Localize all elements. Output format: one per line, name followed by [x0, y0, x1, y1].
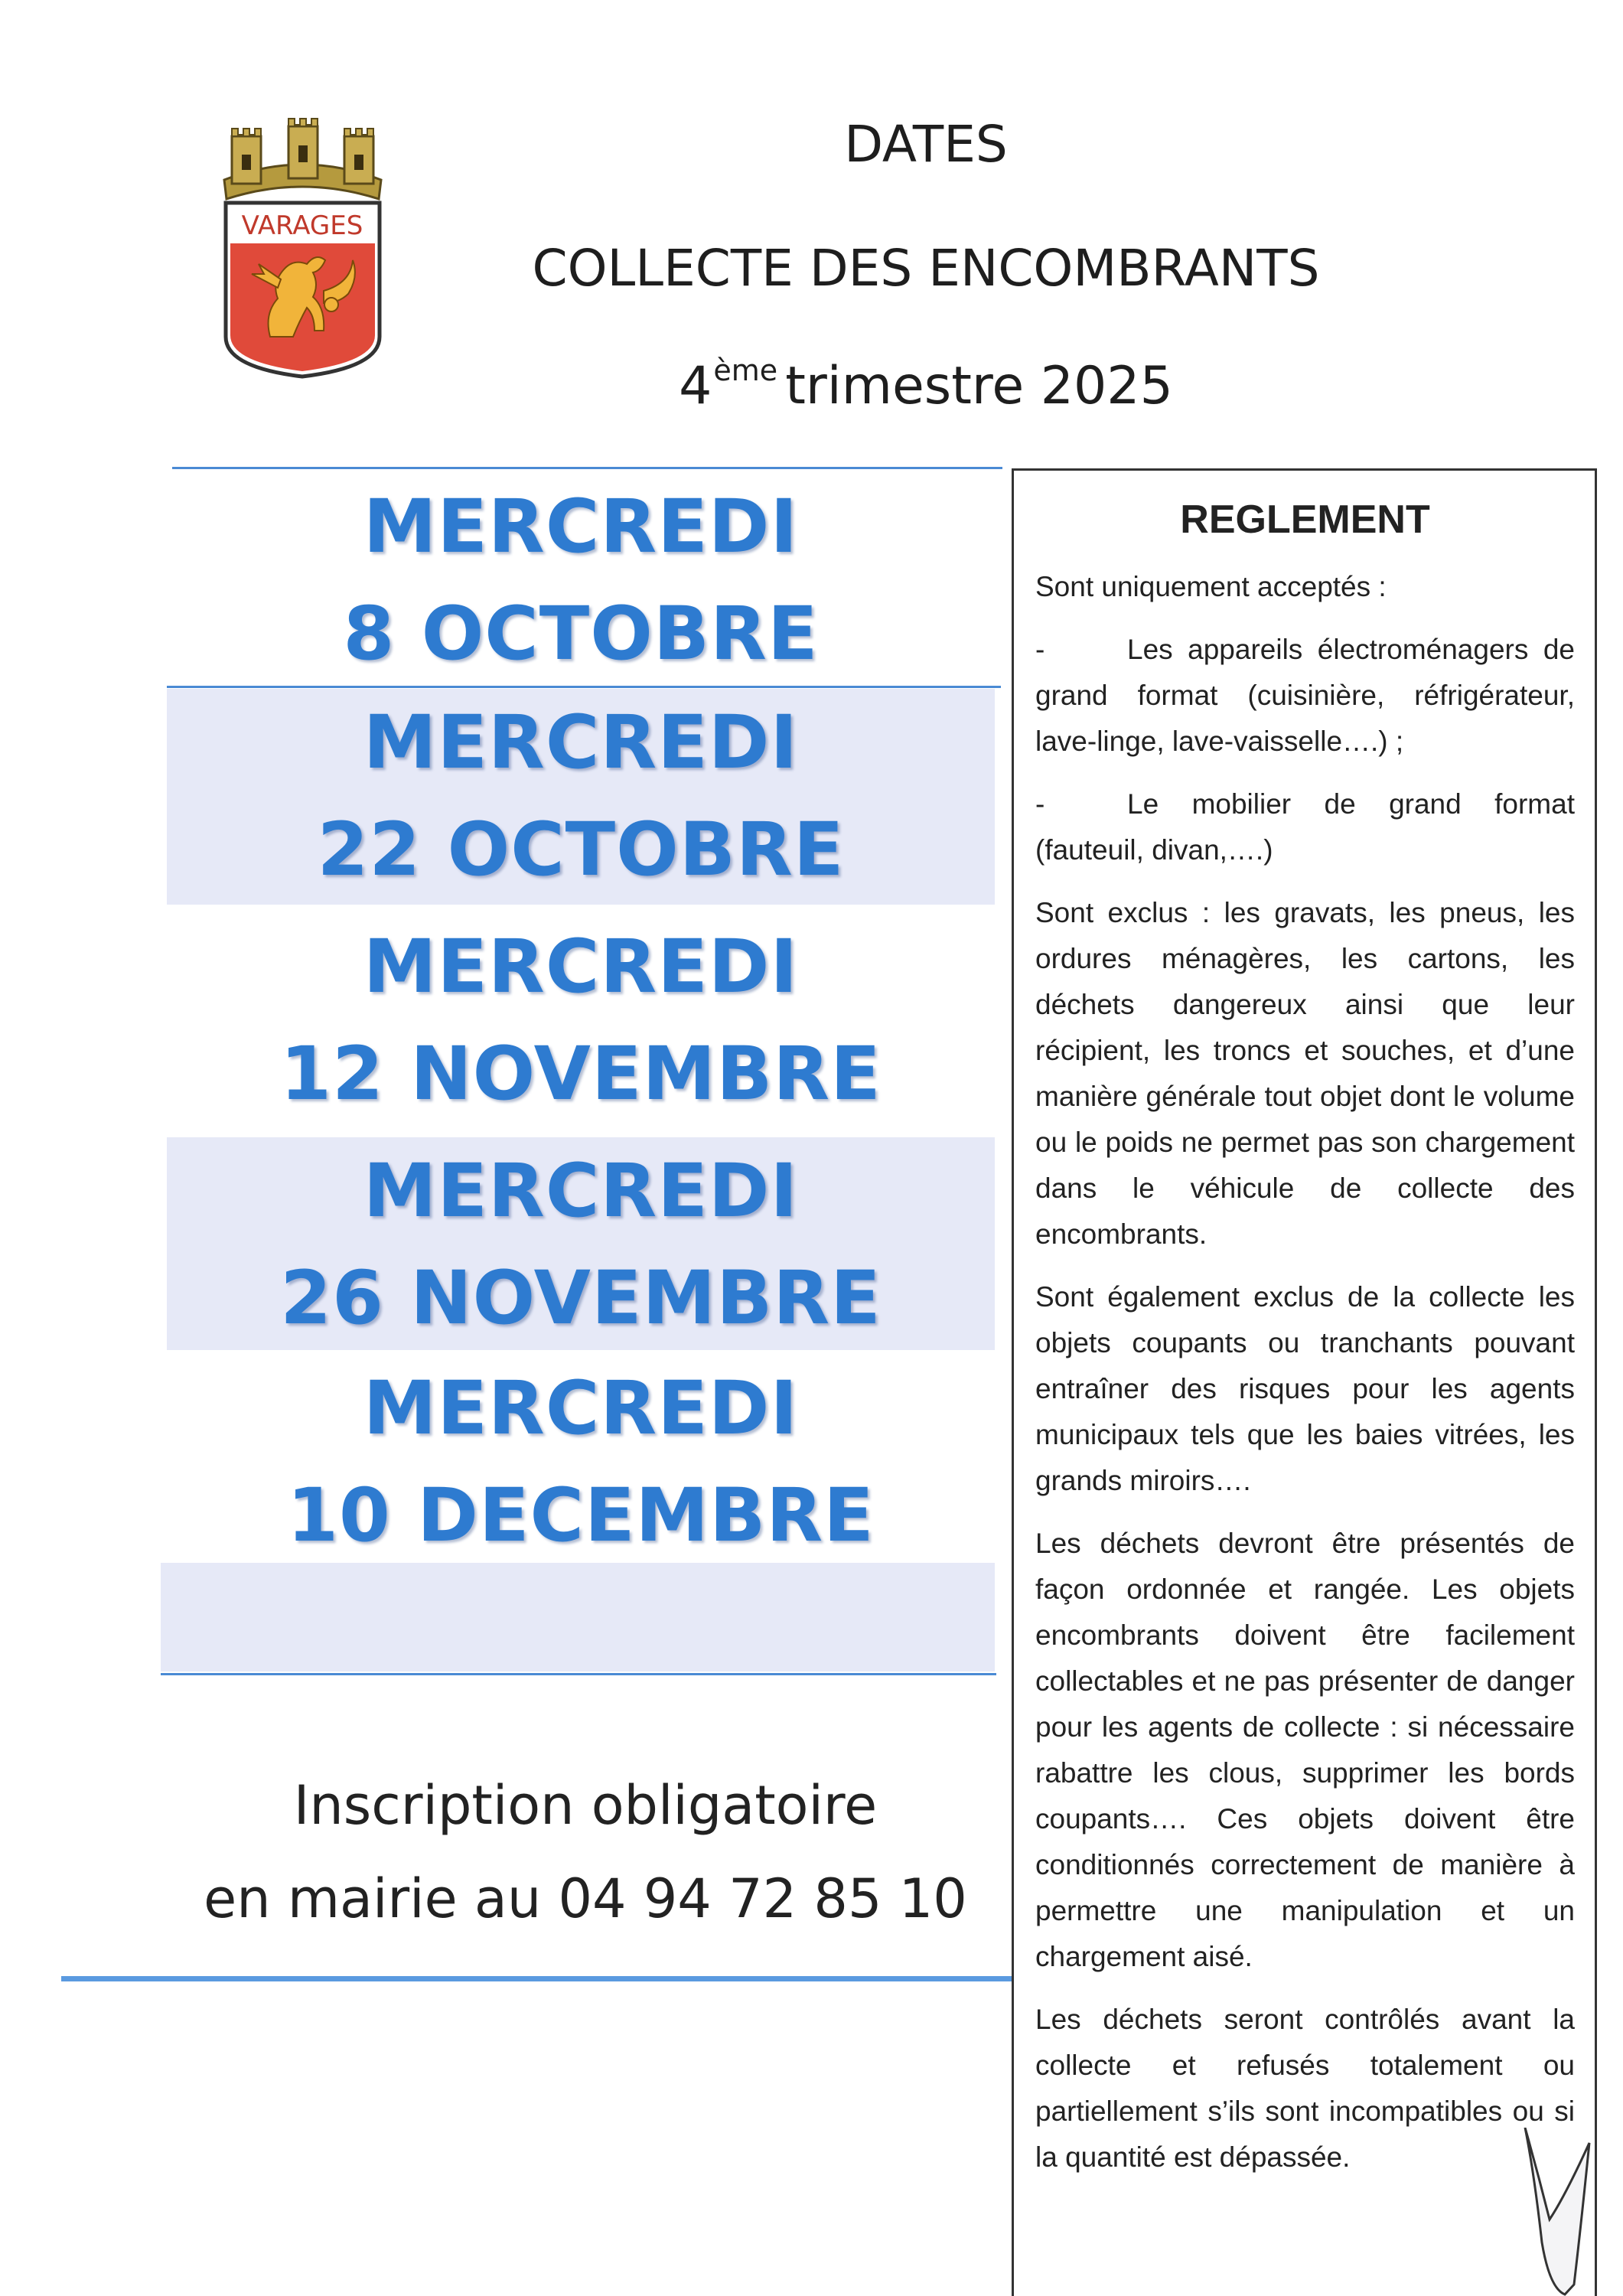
inscription-line-2: en mairie au 04 94 72 85 10: [204, 1867, 967, 1930]
rules-excluded: Sont exclus : les gravats, les pneus, les ordures ménagères, les cartons, les déchets dangereux ainsi que leur récipient, les troncs et souches, et d’une manière générale tout objet dont le volume ou le poids ne permet pas son chargement dans le véhicule de collecte des encombrants.: [1035, 897, 1575, 1250]
rules-also-excluded: Sont également exclus de la collecte les objets coupants ou tranchants pouvant entraîner des risques pour les agents municipaux tels que les baies vitrées, les grands miroirs….: [1035, 1281, 1575, 1496]
divider-line: [167, 686, 1001, 688]
date-day: MERCREDI: [363, 924, 799, 1009]
page-curl-icon: [1519, 2128, 1592, 2296]
date-value: 8 OCTOBRE: [343, 591, 819, 677]
quarter-suffix: ème: [713, 354, 778, 387]
date-block-3: [167, 913, 995, 1127]
bullet-dash: -: [1035, 634, 1045, 665]
quarter-number: 4: [679, 356, 712, 416]
date-block-2: [167, 689, 995, 905]
date-block-5: [167, 1355, 995, 1569]
date-value: 22 OCTOBRE: [317, 807, 845, 892]
crest-town-name: VARAGES: [241, 210, 363, 241]
date-value: 12 NOVEMBRE: [280, 1031, 882, 1117]
date-day: MERCREDI: [363, 484, 799, 569]
inscription-line-1: Inscription obligatoire: [293, 1774, 878, 1837]
title-dates: DATES: [844, 115, 1008, 174]
date-block-1: [167, 473, 995, 687]
date-day: MERCREDI: [363, 1365, 799, 1451]
quarter-text: trimestre 2025: [785, 356, 1173, 416]
rules-control: Les déchets seront contrôlés avant la collecte et refusés totalement ou partiellement s’ils sont incompatibles ou si la quantité est dépassée.: [1035, 2004, 1575, 2173]
rules-accepted-item-1-text: Les appareils électroménagers de grand format (cuisinière, réfrigérateur, lave-linge, lave-vaisselle….) ;: [1035, 634, 1575, 757]
date-day: MERCREDI: [363, 700, 799, 785]
rules-title: REGLEMENT: [1180, 497, 1430, 542]
bullet-dash: -: [1035, 788, 1045, 820]
divider-line-bottom: [61, 1976, 1014, 1981]
crown-icon: [224, 119, 381, 199]
divider-line: [172, 467, 1002, 469]
rules-box: [1012, 468, 1597, 2296]
divider-line: [161, 1673, 996, 1675]
date-day: MERCREDI: [363, 1148, 799, 1234]
rules-accepted-intro: Sont uniquement acceptés :: [1035, 571, 1387, 602]
date-value: 10 DECEMBRE: [287, 1473, 875, 1558]
date-block-4: [167, 1137, 995, 1350]
rules-accepted-item-2: [1035, 781, 1575, 873]
title-collecte: COLLECTE DES ENCOMBRANTS: [532, 239, 1320, 298]
date-value: 26 NOVEMBRE: [280, 1255, 882, 1341]
rules-text-area: [1035, 492, 1575, 2210]
town-crest-logo: [217, 107, 389, 379]
title-quarter: [474, 354, 1377, 416]
rules-presentation: Les déchets devront être présentés de façon ordonnée et rangée. Les objets encombrants doivent être facilement collectables et ne pas présenter de danger pour les agents de collecte : si nécessaire rabattre les clous, supprimer les bords coupants…. Ces objets doivent être conditionnés correctement de manière à permettre une manipulation et un chargement aisé.: [1035, 1528, 1575, 1972]
rules-accepted-item-2-text: Le mobilier de grand format (fauteuil, divan,….): [1035, 788, 1575, 866]
rules-accepted-item-1: [1035, 627, 1575, 765]
empty-date-band: [161, 1563, 995, 1671]
